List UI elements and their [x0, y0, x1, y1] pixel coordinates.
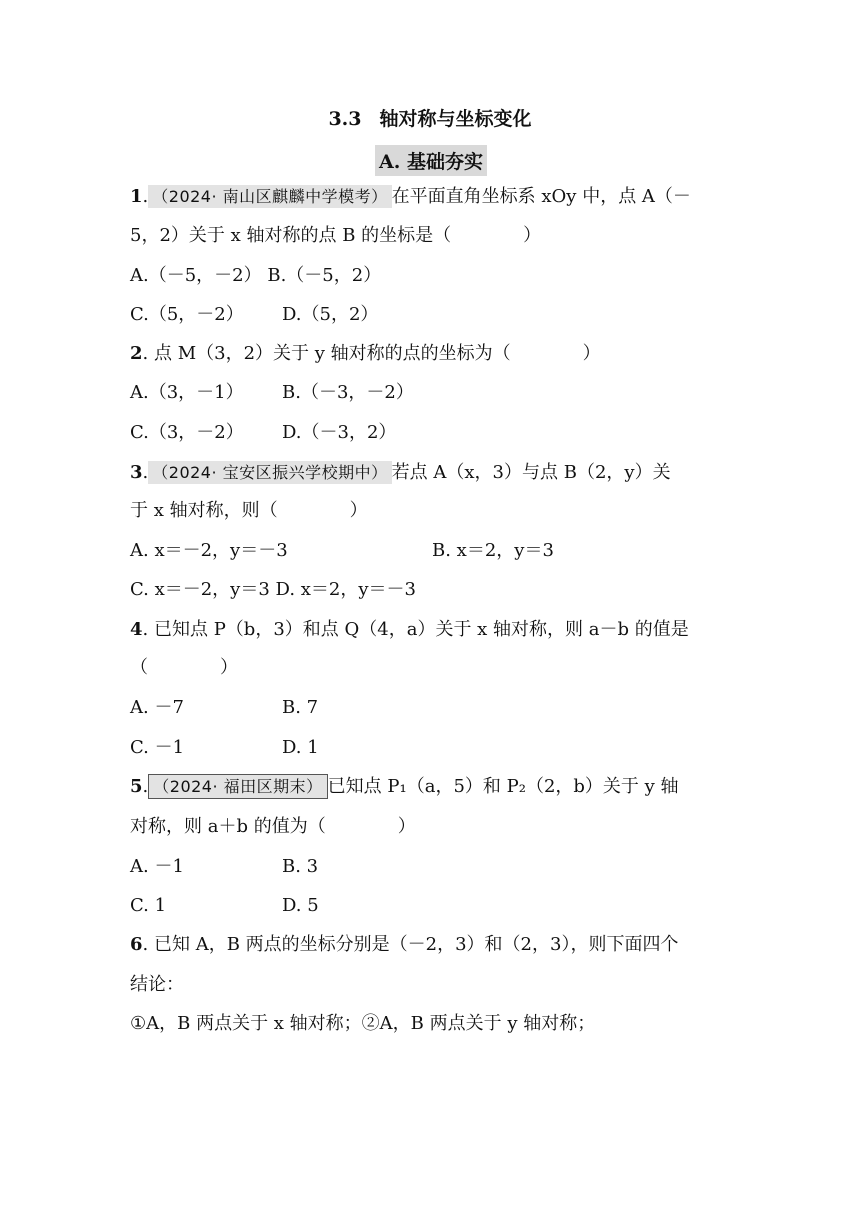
option-a: A.（－5，－2） — [130, 265, 262, 286]
option-b: B.（－3，－2） — [282, 382, 414, 403]
option-b: B.（－5，2） — [267, 265, 382, 286]
question-6-line-2: 结论： — [130, 974, 184, 995]
option-a: A. －7 — [130, 697, 184, 718]
question-number: 1 — [130, 186, 143, 207]
question-source-tag: （2024· 福田区期末） — [148, 774, 327, 799]
question-text: . 点 M（3，2）关于 y 轴对称的点的坐标为（ ） — [142, 343, 601, 364]
question-3-line-2: 于 x 轴对称，则（ ） — [130, 500, 368, 521]
question-6-line-3: ①A，B 两点关于 x 轴对称；②A，B 两点关于 y 轴对称； — [130, 1013, 596, 1034]
question-5-line-1: 5. （2024· 福田区期末） 已知点 P₁（a，5）和 P₂（2，b）关于 y 轴 — [130, 776, 679, 797]
question-number: 2 — [130, 343, 143, 364]
option-b: B. 3 — [282, 856, 319, 877]
question-text: 在平面直角坐标系 xOy 中，点 A（－ — [391, 186, 691, 207]
section-title: 轴对称与坐标变化 — [379, 108, 532, 130]
option-d: D. 5 — [282, 895, 319, 916]
option-a: A. x＝－2，y＝－3 — [130, 540, 288, 561]
question-text: 已知点 P₁（a，5）和 P₂（2，b）关于 y 轴 — [327, 776, 679, 797]
question-4-options-row-1 — [130, 695, 318, 721]
option-a: A. －1 — [130, 856, 184, 877]
question-4-line-2: （ ） — [130, 657, 238, 678]
question-text: . 已知点 P（b，3）和点 Q（4，a）关于 x 轴对称，则 a－b 的值是 — [142, 619, 689, 640]
question-6-line-1 — [130, 932, 678, 958]
question-text: 若点 A（x，3）与点 B（2，y）关 — [391, 462, 671, 483]
question-number: 5 — [130, 776, 143, 797]
question-1-options-row-1 — [130, 263, 381, 289]
question-number: 6 — [130, 934, 143, 955]
option-d: D. 1 — [282, 737, 319, 758]
page-title — [0, 104, 860, 131]
question-2-options-row-2 — [130, 420, 396, 446]
option-c: C. 1 — [130, 895, 167, 916]
question-2-options-row-1 — [130, 380, 414, 406]
option-a: A.（3，－1） — [130, 382, 244, 403]
question-number: 3 — [130, 462, 143, 483]
question-5-options-row-1 — [130, 854, 318, 880]
question-3-options-row-1 — [130, 538, 554, 564]
option-c: C.（5，－2） — [130, 304, 244, 325]
question-3-line-1: 3. （2024· 宝安区振兴学校期中） 若点 A（x，3）与点 B（2，y）关 — [130, 462, 671, 483]
option-c: C.（3，－2） — [130, 422, 244, 443]
question-5-line-2: 对称，则 a＋b 的值为（ ） — [130, 816, 416, 837]
option-d: D. x＝2，y＝－3 — [275, 579, 417, 600]
option-d: D.（5，2） — [282, 304, 379, 325]
question-source-tag: （2024· 宝安区振兴学校期中） — [148, 461, 391, 484]
subsection-heading: A. 基础夯实 — [375, 145, 487, 176]
question-5-options-row-2 — [130, 893, 319, 919]
option-b: B. x＝2，y＝3 — [432, 540, 554, 561]
question-3-options-row-2 — [130, 577, 416, 603]
question-4-line-1 — [130, 617, 689, 643]
question-text: . 已知 A，B 两点的坐标分别是（－2，3）和（2，3），则下面四个 — [142, 934, 679, 955]
question-number: 4 — [130, 619, 143, 640]
section-number: 3.3 — [328, 108, 362, 130]
question-1-line-1: 1. （2024· 南山区麒麟中学模考） 在平面直角坐标系 xOy 中，点 A（－ — [130, 186, 691, 207]
option-c: C. x＝－2，y＝3 — [130, 579, 270, 600]
option-d: D.（－3，2） — [282, 422, 397, 443]
option-b: B. 7 — [282, 697, 319, 718]
question-4-options-row-2 — [130, 735, 319, 761]
question-source-tag: （2024· 南山区麒麟中学模考） — [148, 185, 391, 208]
question-1-line-2: 5，2）关于 x 轴对称的点 B 的坐标是（ ） — [130, 225, 542, 246]
question-1-options-row-2 — [130, 302, 378, 328]
option-c: C. －1 — [130, 737, 185, 758]
question-2-line-1 — [130, 341, 601, 367]
